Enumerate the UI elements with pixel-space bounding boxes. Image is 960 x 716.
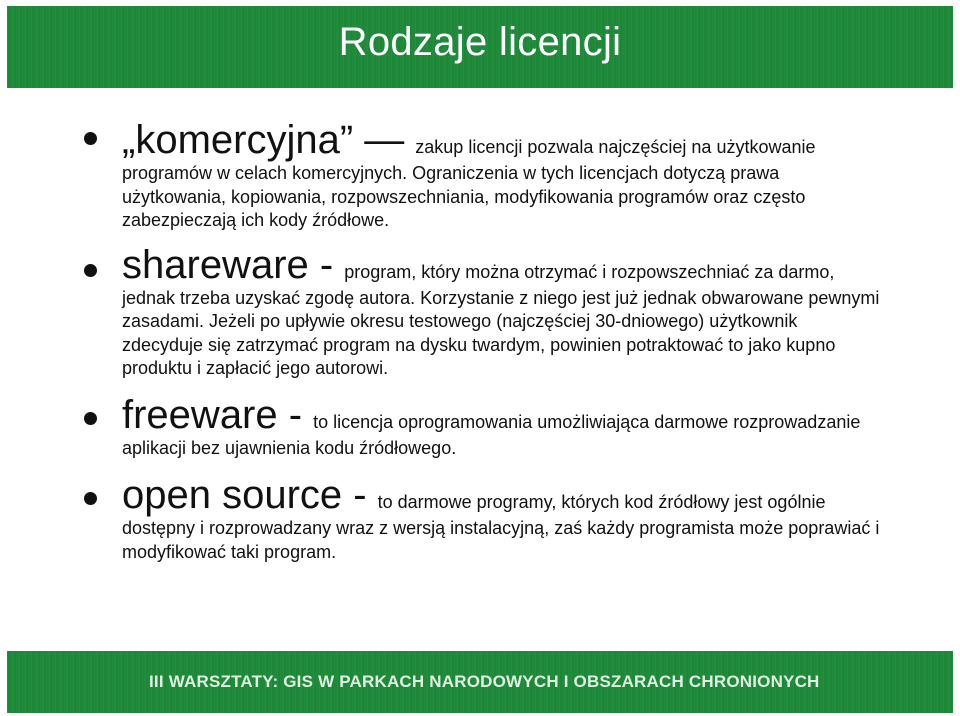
- list-item-paragraph: [122, 118, 880, 233]
- bullet-list: [80, 118, 880, 564]
- list-item-shareware: [80, 243, 880, 381]
- term-label: shareware -: [122, 242, 334, 287]
- list-item-komercyjna: [80, 118, 880, 233]
- bullet-icon: [84, 412, 97, 425]
- term-description: program, który można otrzymać i rozpowszechniać za darmo, jednak trzeba uzyskać zgodę autora. Korzystanie z niego jest już jednak obwarowane pewnymi zasadami. Jeżeli po upływie okresu testowego (najczęściej 30-dniowego) użytkownik zdecyduje się zatrzymać program na dysku twardym, powinien potraktować to jako kupno produktu i zapłacić jego autorowi.: [122, 261, 880, 378]
- list-item-paragraph: [122, 243, 880, 381]
- list-item-open-source: [80, 473, 880, 564]
- list-item-paragraph: [122, 473, 880, 564]
- bullet-icon: [84, 132, 97, 145]
- slide-title: Rodzaje licencji: [338, 20, 622, 64]
- bullet-icon: [84, 264, 97, 277]
- term-description: to licencja oprogramowania umożliwiająca darmowe rozprowadzanie aplikacji bez ujawnienia kodu źródłowego.: [122, 411, 861, 458]
- list-item-paragraph: [122, 393, 880, 461]
- term-label: „komercyjna” —: [122, 118, 405, 162]
- footer-banner: [7, 651, 953, 713]
- term-description: zakup licencji pozwala najczęściej na użytkowanie programów w celach komercyjnych. Ograniczenia w tych licencjach dotyczą prawa użytkowania, kopiowania, rozpowszechniania, modyfikowania programów oraz często zabezpieczają ich kody źródłowe.: [122, 137, 816, 230]
- term-label: freeware -: [122, 392, 303, 437]
- term-label: open source -: [122, 473, 367, 517]
- term-description: to darmowe programy, których kod źródłowy jest ogólnie dostępny i rozprowadzany wraz z wersją instalacyjną, zaś każdy programista może poprawiać i modyfikować taki program.: [122, 492, 880, 562]
- footer-text: III WARSZTATY: GIS W PARKACH NARODOWYCH I OBSZARACH CHRONIONYCH: [149, 672, 820, 691]
- bullet-icon: [84, 492, 97, 505]
- title-banner: [7, 6, 953, 88]
- list-item-freeware: [80, 393, 880, 461]
